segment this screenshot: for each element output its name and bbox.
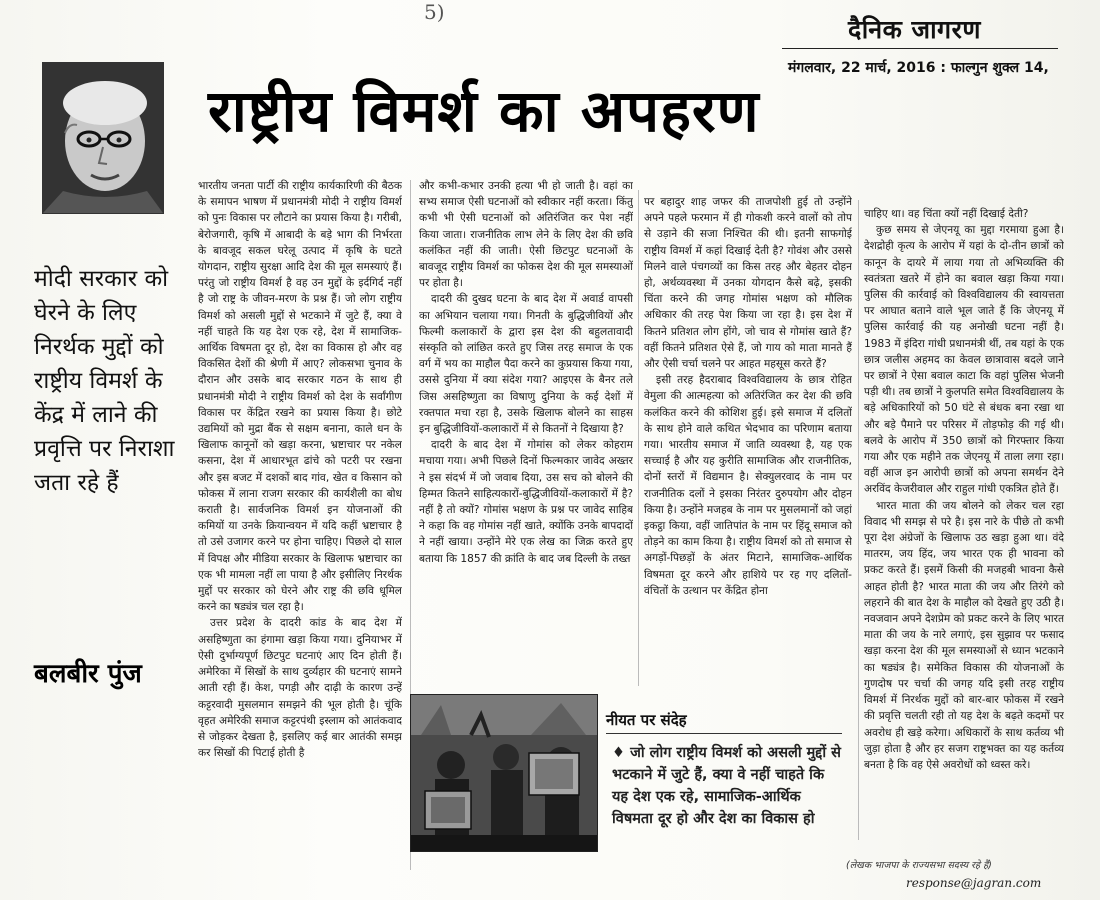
paragraph: और कभी-कभार उनकी हत्या भी हो जाती है। वहां का सभ्य समाज ऐसी घटनाओं को स्वीकार नहीं करता। किंतु कभी भी ऐसी घटनाओं को अतिरंजित कर पेश नहीं किया जाता। राजनीतिक लाभ लेने के लिए देश की छवि कलंकित नहीं की जाती। ऐसी छिटपुट घटनाओं के बावजूद राष्ट्रीय विमर्श का फोकस देश की मूल समस्याओं पर होता है। [419, 180, 633, 290]
author-photo-icon [43, 63, 163, 213]
author-portrait [42, 62, 164, 214]
paragraph: भारतीय जनता पार्टी की राष्ट्रीय कार्यकारिणी की बैठक के समापन भाषण में प्रधानमंत्री मोदी ने राष्ट्रीय विमर्श को पुनः विकास पर लौटाने का प्रयास किया है। गरीबी, बेरोजगारी, कृषि में आबादी के बड़े भाग की निर्भरता के बावजूद सकल घरेलू उत्पाद में कृषि के घटते योगदान, राष्ट्रीय सुरक्षा आदि देश की मूल समस्याएं हैं। परंतु जो राष्ट्रीय विमर्श है वह उन मुद्दों के इर्दगिर्द नहीं है जो राष्ट्र के जीवन-मरण के प्रश्न हैं। जो लोग राष्ट्रीय विमर्श को असली मुद्दों से भटकाने में जुटे हैं, क्या वे नहीं चाहते कि यह देश एक रहे, देश में सामाजिक-आर्थिक विषमता दूर हो, देश का विकास हो और वह विकसित देशों की श्रेणी में आए? लोकसभा चुनाव के दौरान और उसके बाद सरकार गठन के साथ ही प्रधानमंत्री मोदी ने राष्ट्रीय विमर्श को देश के सर्वांगीण विकास पर केंद्रित रखने का प्रयास किया है। छोटे उद्यमियों को मुद्रा बैंक से सक्षम बनाना, काले धन के खिलाफ कानूनों को खड़ा करना, भ्रष्टाचार पर नकेल कसना, देश में आधारभूत ढांचे को पटरी पर रखना और इस बजट में दशकों बाद गांव, खेत व किसान को फोकस में लाना राजग सरकार की कार्यशैली का बोध कराती है। सार्वजनिक विमर्श इन योजनाओं की कमियों या उनके क्रियान्वयन में यदि कहीं भ्रष्टाचार है तो उसे उजागर करने पर होना चाहिए। पिछले दो साल में विपक्ष और मीडिया सरकार के खिलाफ भ्रष्टाचार का एक भी मामला नहीं ला पाया है और इसीलिए निरर्थक मुद्दों पर सरकार को घेरने और राष्ट्र की छवि धूमिल करने का षड्यंत्र चल रहा है। [198, 180, 402, 614]
paragraph: कुछ समय से जेएनयू का मुद्दा गरमाया हुआ है। देशद्रोही कृत्य के आरोप में यहां के दो-तीन छात्रों को कानून के दायरे में लाया गया तो अभिव्यक्ति की स्वतंत्रता खतरे में होने का बवाल खड़ा किया गया। पुलिस की कार्रवाई को विश्वविद्यालय की स्वायत्तता पर आघात बताने वाले भूल जाते हैं कि जेएनयू में पुलिस कार्रवाई की यह अनोखी घटना नहीं है। 1983 में इंदिरा गांधी प्रधानमंत्री थीं, तब यहां के एक छात्र जलीस अहमद का केवल छात्रावास बदले जाने पर छात्रों ने ऐसा बवाल काटा कि वहां पुलिस भेजनी पड़ी थी। तब छात्रों ने कुलपति समेत विश्वविद्यालय के बड़े अधिकारियों को 50 घंटे से बंधक बना रखा था और बड़े पैमाने पर परिसर में तोड़फोड़ की गई थी। बलवे के आरोप में 350 छात्रों को गिरफ्तार किया गया और एक महीने तक जेएनयू में ताला लगा रहा। वहीं आज इन आरोपी छात्रों को अपना समर्थन देने अरविंद केजरीवाल और राहुल गांधी एकत्रित होते हैं। [864, 224, 1064, 496]
article-column-1 [198, 178, 402, 878]
paragraph: पर बहादुर शाह जफर की ताजपोशी हुई तो उन्होंने अपने पहले फरमान में ही गोकशी करने वालों को तोप से उड़ाने की सजा निश्चित की थी। इतनी साफगोई राष्ट्रीय विमर्श में कहां दिखाई देती है? गोवंश और उससे मिलने वाले पंचगव्यों का किस तरह और बेहतर दोहन हो, अर्थव्यवस्था में उनका योगदान कैसे बढ़े, इसकी चिंता करने की जगह गोमांस भक्षण को मौलिक अधिकार की तरह पेश किया जा रहा है। इस देश में कितने प्रतिशत लोग होंगे, जो चाव से गोमांस खाते हैं? वहीं कितने प्रतिशत ऐसे हैं, जो गाय को माता मानते हैं और ऐसी चर्चा चलने पर आहत महसूस करते हैं? [644, 196, 852, 371]
handwritten-mark: 5) [424, 0, 445, 24]
article-column-2 [419, 178, 633, 686]
dateline: मंगलवार, 22 मार्च, 2016 : फाल्गुन शुक्ल 14, [788, 60, 1049, 76]
article-headline: राष्ट्रीय विमर्श का अपहरण [208, 77, 760, 145]
article-column-4 [864, 206, 1064, 838]
author-byline: बलबीर पुंज [34, 659, 142, 689]
pull-quote: मोदी सरकार को घेरने के लिए निरर्थक मुद्दों को राष्ट्रीय विमर्श के केंद्र में लाने की प्रवृत्ति पर निराशा जता रहे हैं [34, 266, 175, 496]
newspaper-masthead: दैनिक जागरण [848, 15, 981, 44]
column-divider [638, 190, 639, 686]
paragraph: भारत माता की जय बोलने को लेकर चल रहा विवाद भी समझ से परे है। इस नारे के पीछे तो कभी पूरा देश अंग्रेजों के खिलाफ उठ खड़ा हुआ था। वंदे मातरम, जय हिंद, जय भारत एक ही भावना को प्रकट करते हैं। इसमें किसी की मजहबी भावना कैसे आहत होती है? भारत माता की जय और तिरंगे को लहराने की बात देश के माहौल को देखते हुए उठी है। नवजवान अपने देशप्रेम को प्रकट करने के लिए भारत माता की जय के नारे लगाएं, इस सुझाव पर फसाद खड़ा करना देश की मूल समस्याओं से ध्यान भटकाने का षड्यंत्र है। समेकित विकास की योजनाओं के गुणदोष पर चर्चा की जगह यदि इसी तरह राष्ट्रीय विमर्श में निरर्थक मुद्दों को बार-बार फोकस में रखने की प्रवृत्ति चलती रही तो यह देश के बढ़ते कदमों पर अवरोध ही खड़े करेगा। अधिकारों के साथ कर्तव्य भी जुड़ा होता है और हर सजग राष्ट्रभक्त का यह कर्तव्य बनता है कि वह ऐसे अवरोधों को ध्वस्त करे। [864, 499, 1064, 771]
author-credit: (लेखक भाजपा के राज्यसभा सदस्य रहे हैं) [846, 860, 992, 871]
response-email: response@jagran.com [906, 876, 1042, 890]
masthead-divider [782, 48, 1058, 49]
paragraph: इसी तरह हैदराबाद विश्वविद्यालय के छात्र रोहित वेमुला की आत्महत्या को अतिरंजित कर देश की छवि कलंकित करने की कोशिश हुई। इसे समाज में दलितों के साथ होने वाले कथित भेदभाव का परिणाम बताया गया। भारतीय समाज में जाति व्यवस्था है, यह एक सच्चाई है और यह कुरीति सामाजिक और राजनीतिक, दोनों स्तरों में विद्यमान है। सेक्युलरवाद के नाम पर राजनीतिक दलों ने इसका निरंतर दुरुपयोग और दोहन किया है। उन्होंने मजहब के नाम पर मुसलमानों को जहां इकट्ठा किया, वहीं जातिपांत के नाम पर हिंदू समाज को तोड़ने का काम किया है। राष्ट्रीय विमर्श को तो समाज से अगड़ों-पिछड़ों के अंतर मिटाने, सामाजिक-आर्थिक विषमता दूर करने और हाशिये पर रह गए दलितों-वंचितों के उत्थान पर केंद्रित होना [644, 374, 852, 597]
sidebar-box-divider [606, 733, 842, 734]
sidebar-box-quote-text: जो लोग राष्ट्रीय विमर्श को असली मुद्दों से भटकाने में जुटे हैं, क्या वे नहीं चाहते कि यह देश एक रहे, सामाजिक-आर्थिक विषमता दूर हो और देश का विकास हो [612, 745, 841, 827]
article-column-3 [644, 194, 852, 686]
column-divider [858, 200, 859, 840]
sidebar-box-heading: नीयत पर संदेह [606, 711, 687, 729]
paragraph: दादरी की दुखद घटना के बाद देश में अवार्ड वापसी का अभियान चलाया गया। गिनती के बुद्धिजीवियों और फिल्मी कलाकारों के द्वारा इस देश की बहुलतावादी संस्कृति को लांछित करते हुए जिस तरह समाज के एक वर्ग में भय का माहौल पैदा करने का कुप्रयास किया गया, उससे दुनिया में क्या संदेश गया? आइएस के बैनर तले जिस असहिष्णुता का विषाणु दुनिया के कई देशों में रक्तपात मचा रहा है, उसके खिलाफ बोलने का साहस इन बुद्धिजीवियों-कलाकारों में से कितनों ने दिखाया है? [419, 293, 633, 436]
sidebar-box-quote [612, 742, 842, 830]
bullet-icon: ♦ [612, 745, 631, 761]
protest-photo-icon [411, 695, 597, 851]
paragraph: चाहिए था। वह चिंता क्यों नहीं दिखाई देती? [864, 208, 1029, 220]
paragraph: उत्तर प्रदेश के दादरी कांड के बाद देश में असहिष्णुता का हंगामा खड़ा किया गया। दुनियाभर में ऐसी दुर्भाग्यपूर्ण छिटपुट घटनाएं आए दिन होती हैं। अमेरिका में सिखों के साथ दुर्व्यहार की घटनाएं सामने आती रही हैं। केश, पगड़ी और दाढ़ी के कारण उन्हें कट्टरवादी मुसलमान समझने की भूल होती है। चूंकि वृहत अमेरिकी समाज कट्टरपंथी इस्लाम को आतंकवाद से जोड़कर देखता है, इसलिए कई बार आतंकी समझ कर सिखों की पिटाई होती है [198, 617, 402, 760]
protest-photo [410, 694, 598, 852]
paragraph: दादरी के बाद देश में गोमांस को लेकर कोहराम मचाया गया। अभी पिछले दिनों फिल्मकार जावेद अख्तर ने इस संदर्भ में जो जवाब दिया, उस सच को बोलने की हिम्मत कितने साहित्यकारों-बुद्धिजीवियों-कलाकारों में है? नहीं है तो क्यों? गोमांस भक्षण के प्रश्न पर जावेद साहिब ने कहा कि वह गोमांस नहीं खाते, क्योंकि उनके बापदादों ने नहीं खाया। उन्होंने मेरे एक लेख का जिक्र करते हुए बताया कि 1857 की क्रांति के बाद जब दिल्ली के तख्त [419, 439, 633, 565]
